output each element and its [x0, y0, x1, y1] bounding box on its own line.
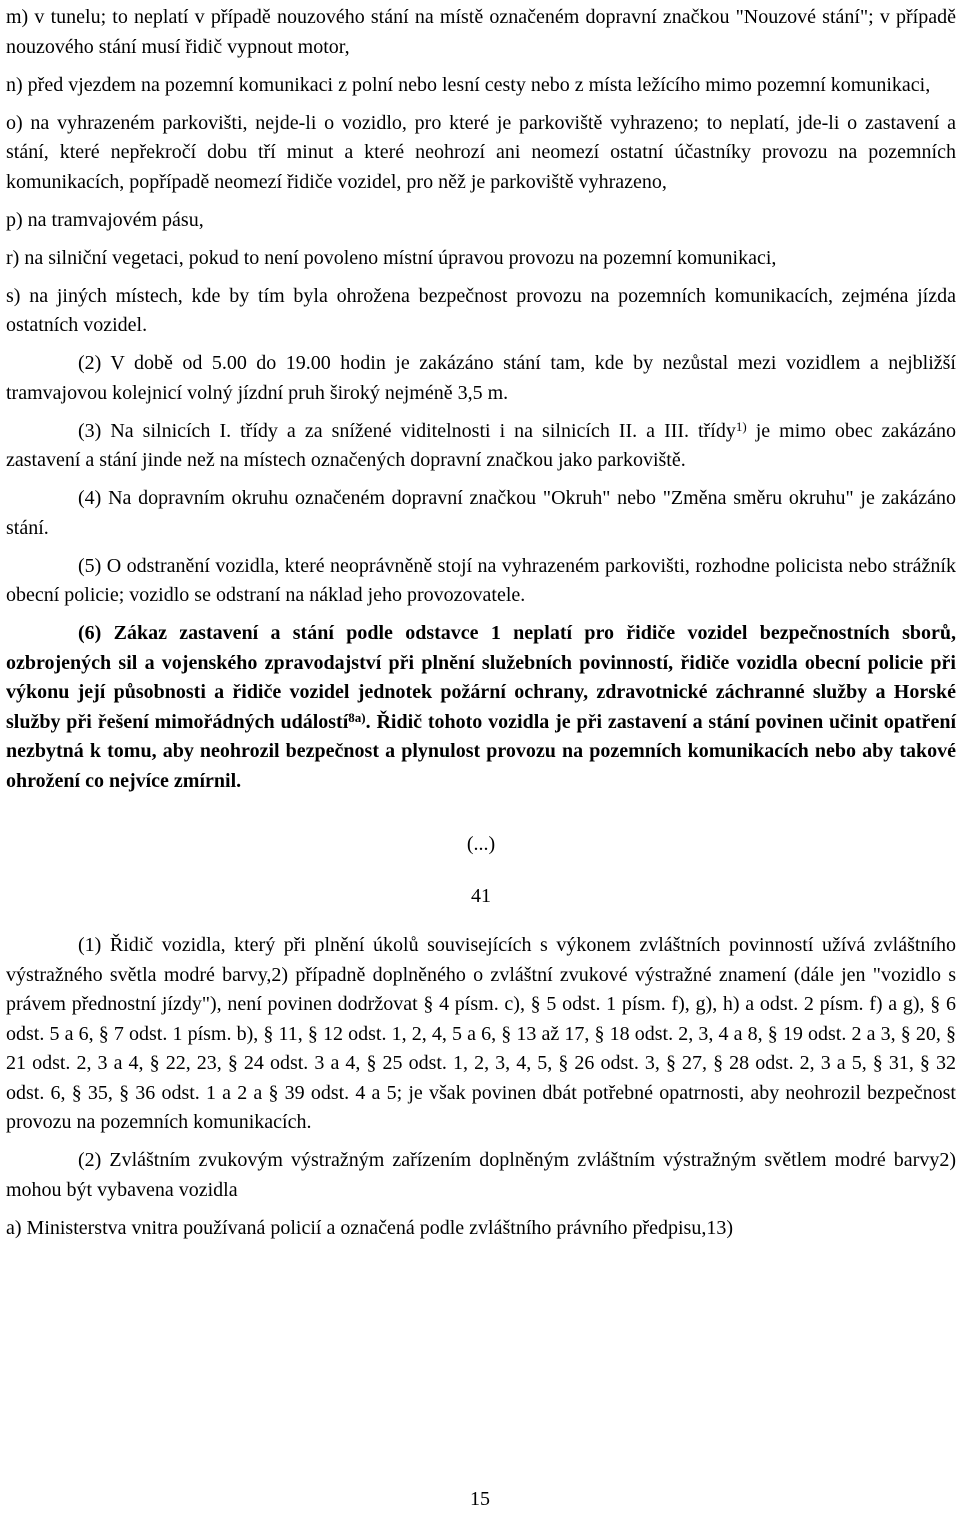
- paragraph-5: (5) O odstranění vozidla, které neoprávněně stojí na vyhrazeném parkovišti, rozhodne policista nebo strážník obecní policie; vozidlo se odstraní na náklad jeho provozovatele.: [6, 554, 956, 606]
- paragraph-3: [6, 417, 956, 476]
- list-item-n: n) před vjezdem na pozemní komunikaci z polní nebo lesní cesty nebo z místa ležícího mimo pozemní komunikaci,: [6, 73, 931, 96]
- paragraph-4: (4) Na dopravním okruhu označeném dopravní značkou "Okruh" nebo "Změna směru okruhu" je zakázáno stání.: [6, 487, 956, 539]
- section-number: 41: [471, 884, 491, 907]
- section-41-paragraph-1: (1) Řidič vozidla, který při plnění úkolů souvisejících s výkonem zvláštních povinností užívá zvláštního výstražného světla modré barvy,2) případně doplněného o zvláštní zvukové výstražné znamení (dále jen "vozidlo s právem přednostní jízdy"), není povinen dodržovat § 4 písm. c), § 5 odst. 1 písm. f), g), h) a odst. 2 písm. f) a g), § 6 odst. 5 a 6, § 7 odst. 1 písm. b), § 11, § 12 odst. 1, 2, 4, 5 a 6, § 13 až 17, § 18 odst. 2, 3, 4 a 8, § 19 odst. 2 a 3, § 20, § 21 odst. 2, 3 a 4, § 22, 23, § 24 odst. 3 a 4, § 25 odst. 1, 2, 3, 4, 5, § 26 odst. 3, § 27, § 28 odst. 2, 3 a 5, § 31, § 32 odst. 6, § 35, § 36 odst. 1 a 2 a § 39 odst. 4 a 5; je však povinen dbát potřebné opatrnosti, aby neohrozil bezpečnost provozu na pozemních komunikacích.: [6, 934, 956, 1133]
- paragraph-6: [6, 619, 956, 796]
- section-41-item-a: a) Ministerstva vnitra používaná policií a označená podle zvláštního právního předpisu,13): [6, 1216, 734, 1239]
- paragraph-3-text-start: (3) Na silnicích I. třídy a za snížené viditelnosti i na silnicích II. a III. třídy: [78, 419, 736, 442]
- list-item-s: s) na jiných místech, kde by tím byla ohrožena bezpečnost provozu na pozemních komunikacích, zejména jízda ostatních vozidel.: [6, 284, 956, 336]
- omission-marker: (...): [466, 833, 496, 855]
- list-item-m: m) v tunelu; to neplatí v případě nouzového stání na místě označeném dopravní značkou "Nouzové stání"; v případě nouzového stání musí řidič vypnout motor,: [6, 6, 956, 58]
- paragraph-6-text-start: (6) Zákaz zastavení a stání podle odstavce 1 neplatí pro řidiče vozidel bezpečnostních sborů, ozbrojených sil a vojenského zpravodajství při plnění služebních povinností, řidiče vozidla obecní policie při výkonu její působnosti a řidiče vozidel jednotek požární ochrany, zdravotnické záchranné služby a Horské služby při řešení mimořádných událostí: [6, 622, 956, 733]
- paragraph-2: (2) V době od 5.00 do 19.00 hodin je zakázáno stání tam, kde by nezůstal mezi vozidlem a nejbližší tramvajovou kolejnicí volný jízdní pruh široký nejméně 3,5 m.: [6, 352, 956, 404]
- list-item-o: o) na vyhrazeném parkovišti, nejde-li o vozidlo, pro které je parkoviště vyhrazeno; to neplatí, jde-li o zastavení a stání, které nepřekročí dobu tří minut a které neohrozí ani neomezí ostatní účastníky provozu na pozemních komunikacích, popřípadě neomezí řidiče vozidel, pro něž je parkoviště vyhrazeno,: [6, 111, 956, 193]
- footnote-ref-1: 1): [735, 418, 747, 434]
- page-number: 15: [470, 1488, 490, 1510]
- list-item-r: r) na silniční vegetaci, pokud to není povoleno místní úpravou provozu na pozemní komunikaci,: [6, 246, 777, 269]
- paragraph-3-text-end: je mimo obec zakázáno zastavení a stání jinde než na místech označených dopravní značkou jako parkoviště.: [6, 419, 956, 471]
- footnote-ref-8a: 8a): [348, 709, 366, 725]
- paragraph-6-text-end: . Řidič tohoto vozidla je při zastavení a stání povinen učinit opatření nezbytná k tomu, aby neohrozil bezpečnost a plynulost provozu na pozemních komunikacích nebo aby takové ohrožení co nejvíce zmírnil.: [6, 710, 956, 792]
- list-item-p: p) na tramvajovém pásu,: [6, 208, 204, 231]
- section-41-paragraph-2: (2) Zvláštním zvukovým výstražným zařízením doplněným zvláštním výstražným světlem modré barvy2) mohou být vybavena vozidla: [6, 1149, 956, 1201]
